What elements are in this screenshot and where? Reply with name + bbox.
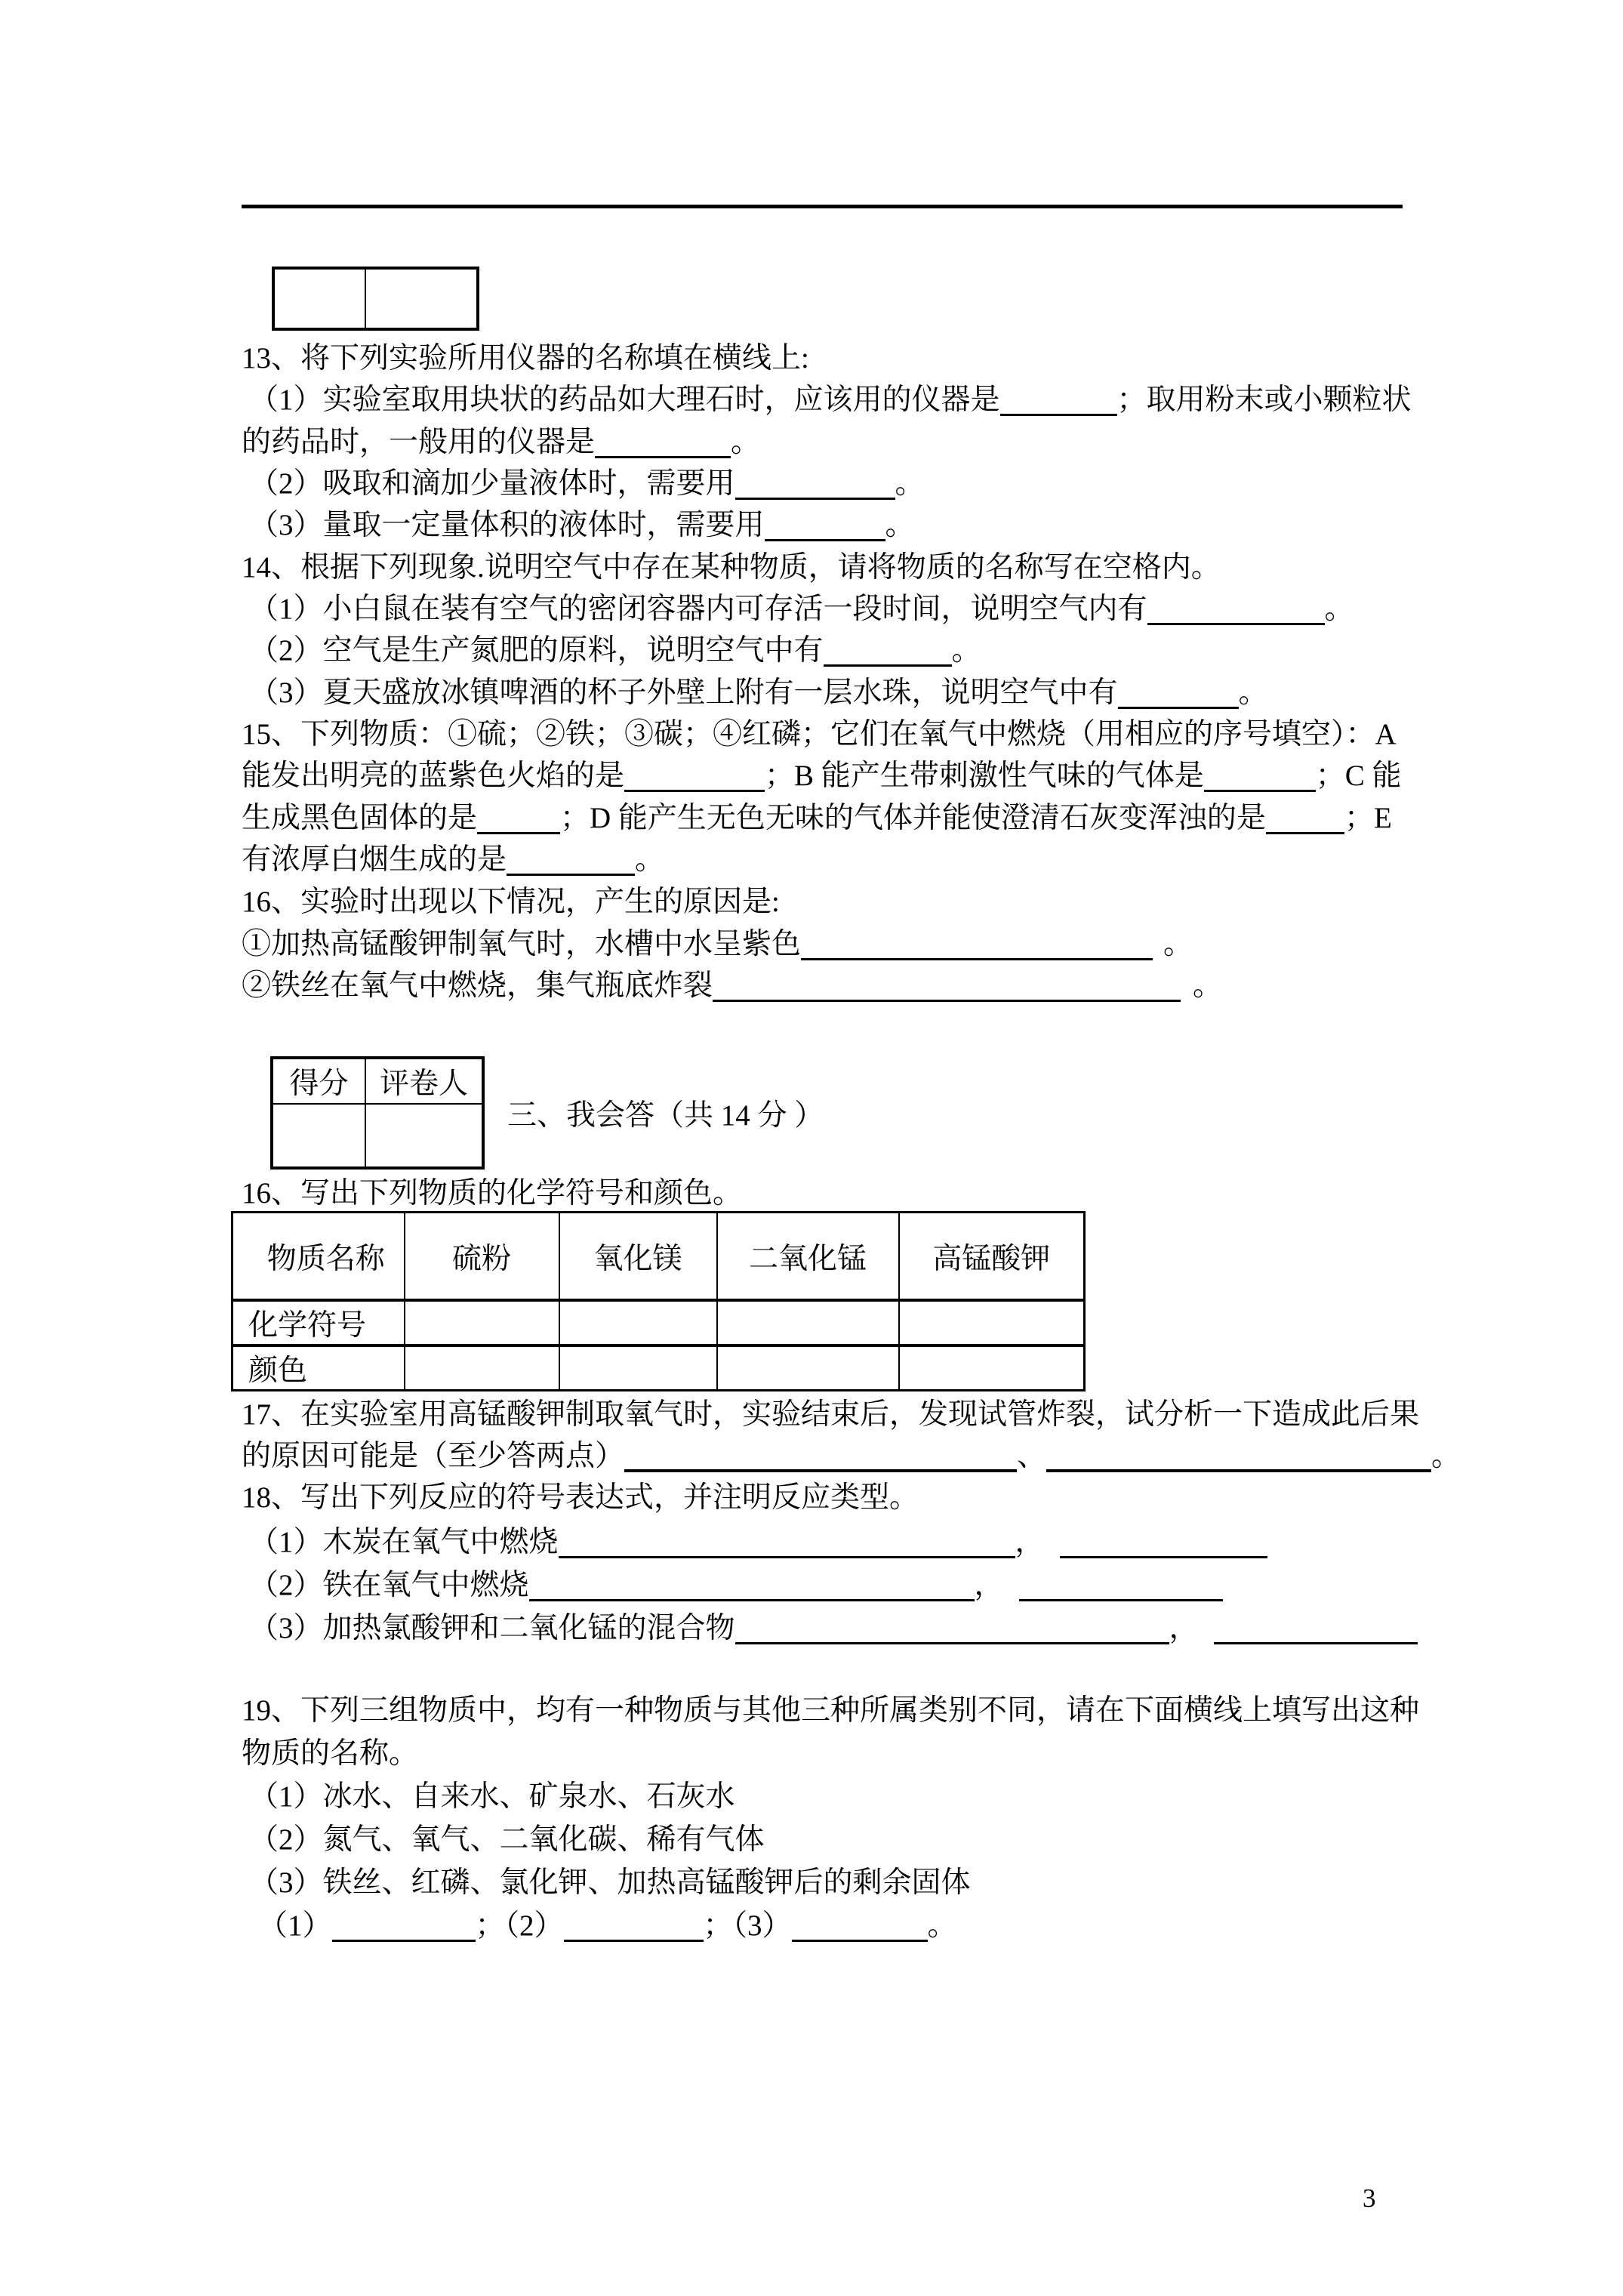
table-header-row [233,1213,1085,1301]
section3-title [507,1095,824,1137]
header-rule [242,205,1403,208]
q19-group-1-text: （1）冰水、自来水、矿泉水、石灰水 [249,1780,735,1813]
q18-item-2-comma: ， [974,1569,1004,1601]
q13-item-3 [249,504,915,547]
answer-blank [559,1554,1015,1558]
q13-title [242,337,809,380]
q19-line-2 [242,1733,418,1775]
table-cell-empty [405,1345,559,1391]
q19-line-2-text: 物质的名称。 [242,1737,419,1770]
table-row-chemical-symbol [233,1300,1085,1345]
score-cell-empty [272,1104,365,1168]
q16a-item-2-end: 。 [1193,969,1223,1002]
col-header-magnesium-oxide: 氧化镁 [559,1213,717,1301]
q19-group-2 [249,1819,765,1861]
q15-line-2 [242,755,1402,797]
q15-line-3-text2: ；D 能产生无色无味的气体并能使澄清石灰变浑浊的是 [560,802,1266,834]
q16b-title [242,1173,742,1215]
answer-blank [1046,1467,1431,1472]
score-box [270,1056,485,1170]
q16b-title-text: 16、写出下列物质的化学符号和颜色。 [242,1177,743,1210]
q19-answer-2-label: ；（2） [475,1909,564,1942]
q15-line-4-end: 。 [635,843,665,876]
q18-item-1 [249,1521,1267,1564]
q19-line-1 [242,1690,1419,1732]
q14-item-3 [249,672,1268,714]
q19-group-3-text: （3）铁丝、红磷、氯化钾、加热高锰酸钾后的剩余固体 [249,1866,971,1899]
table-row [272,1058,483,1104]
col-header-sulfur: 硫粉 [405,1213,559,1301]
q15-line-3-text3: ；E [1344,802,1392,834]
col-header-manganese-dioxide: 二氧化锰 [717,1213,899,1301]
answer-blank [765,537,885,541]
q16a-item-1-end: 。 [1163,928,1193,960]
q19-answer-1-label: （1） [258,1909,332,1942]
page-number: 3 [1363,2184,1376,2213]
q15-line-3 [242,797,1392,840]
q16a-title-text: 16、实验时出现以下情况，产生的原因是: [242,886,780,918]
q17-line-2-separator: 、 [1017,1440,1047,1472]
answer-blank [1000,411,1117,416]
q18-item-3 [249,1607,1418,1650]
answer-blank [624,1467,1017,1472]
q18-item-1-comma: ， [1015,1526,1045,1558]
q18-item-2-text: （2）铁在氧气中燃烧 [249,1569,529,1601]
answer-blank [1060,1554,1267,1558]
q13-title-text: 13、将下列实验所用仪器的名称填在横线上: [242,342,809,374]
answer-blank [792,1937,928,1942]
table-cell-empty [405,1300,559,1345]
q18-item-3-text: （3）加热氯酸钾和二氧化锰的混合物 [249,1612,735,1644]
q19-answers [258,1905,957,1947]
q14-item-2 [249,630,981,672]
section3-title-text: 三、我会答（共 14 分 ） [507,1099,824,1132]
col-header-substance-name: 物质名称 [233,1213,405,1301]
table-cell-empty [559,1345,717,1391]
answer-blank [1147,621,1325,625]
col-header-potassium-permanganate: 高锰酸钾 [899,1213,1085,1301]
answer-blank [564,1937,704,1942]
q15-line-3-text: 生成黑色固体的是 [242,802,478,834]
table-row [272,1104,483,1168]
q13-item-1-cont-text: 的药品时，一般用的仪器是 [242,426,596,458]
q18-title-text: 18、写出下列反应的符号表达式，并注明反应类型。 [242,1481,919,1514]
q14-item-3-end: 。 [1238,676,1268,709]
q19-group-1 [249,1776,735,1818]
answer-blank [1266,830,1344,834]
q13-item-3-text: （3）量取一定量体积的液体时，需要用 [249,509,765,541]
table-cell-empty [899,1345,1085,1391]
q15-line-2-text: 能发出明亮的蓝紫色火焰的是 [242,760,625,792]
q19-line-1-text: 19、下列三组物质中，均有一种物质与其他三种所属类别不同，请在下面横线上填写出这种 [242,1694,1420,1727]
answer-blank [477,830,560,834]
q19-answers-end: 。 [927,1909,957,1942]
table-cell-empty [717,1345,899,1391]
q16a-item-1-text: ①加热高锰酸钾制氧气时，水槽中水呈紫色 [242,928,802,960]
q13-item-2-text: （2）吸取和滴加少量液体时，需要用 [249,467,735,500]
q15-line-1-text: 15、下列物质：①硫；②铁；③碳；④红磷；它们在氧气中燃烧（用相应的序号填空）：A [242,718,1397,750]
score-label: 得分 [272,1058,365,1104]
q19-group-3 [249,1862,971,1904]
row-label-chemical-symbol: 化学符号 [233,1300,405,1345]
score-box-empty-cell [273,268,365,329]
table-cell-empty [717,1300,899,1345]
answer-blank [801,956,1153,960]
answer-blank [735,1640,1169,1644]
table-cell-empty [899,1300,1085,1345]
q14-item-1-text: （1）小白鼠在装有空气的密闭容器内可存活一段时间，说明空气内有 [249,593,1147,625]
row-label-color: 颜色 [233,1345,405,1391]
answer-blank [529,1597,975,1601]
q13-item-1-text: （1）实验室取用块状的药品如大理石时，应该用的仪器是 [249,384,1000,416]
q16a-item-2-text: ②铁丝在氧气中燃烧，集气瓶底炸裂 [242,969,713,1002]
q13-item-1-cont-end: 。 [731,426,761,458]
q18-title [242,1477,919,1519]
q15-line-4 [242,839,664,881]
q17-line-2-text: 的原因可能是（至少答两点） [242,1440,625,1472]
grader-label: 评卷人 [365,1058,483,1104]
answer-blank [1019,1597,1223,1601]
q13-item-1 [249,379,1412,421]
q17-line-1-text: 17、在实验室用高锰酸钾制取氧气时，实验结束后，发现试管炸裂，试分析一下造成此后果 [242,1398,1420,1431]
score-box-empty-cell [365,268,478,329]
q13-item-2 [249,463,925,505]
q14-title-text: 14、根据下列现象.说明空气中存在某种物质，请将物质的名称写在空格内。 [242,551,1221,584]
answer-blank [624,787,765,792]
q14-title [242,547,1221,589]
q14-item-2-end: 。 [951,634,981,667]
answer-blank [1118,704,1239,709]
table-row [273,268,478,329]
q14-item-1 [249,588,1354,630]
answer-blank [1214,1640,1418,1644]
q13-item-3-end: 。 [885,509,915,541]
answer-blank [507,871,635,876]
answer-blank [1204,787,1316,792]
q14-item-3-text: （3）夏天盛放冰镇啤酒的杯子外壁上附有一层水珠，说明空气中有 [249,676,1118,709]
q17-line-1 [242,1394,1419,1436]
q16a-item-1 [242,923,1193,966]
score-box-empty [272,267,479,331]
answer-blank [595,454,731,458]
q14-item-1-end: 。 [1324,593,1354,625]
table-cell-empty [559,1300,717,1345]
q14-item-2-text: （2）空气是生产氮肥的原料，说明空气中有 [249,634,824,667]
q16-substance-table [231,1211,1086,1391]
q13-item-2-end: 。 [895,467,925,500]
q13-item-1-text2: ；取用粉末或小颗粒状 [1116,384,1412,416]
answer-blank [332,1937,476,1942]
q17-line-2 [242,1435,1461,1478]
q15-line-4-text: 有浓厚白烟生成的是 [242,843,507,876]
q15-line-1 [242,713,1397,756]
answer-blank [735,495,895,500]
q16a-item-2 [242,965,1222,1007]
grader-cell-empty [365,1104,483,1168]
q15-line-2-text2: ；B 能产生带刺激性气味的气体是 [765,760,1204,792]
q13-item-1-cont [242,421,760,464]
table-row-color [233,1345,1085,1391]
q19-answer-3-label: ；（3） [703,1909,792,1942]
q16a-title [242,881,780,923]
answer-blank [713,997,1181,1002]
q15-line-2-text3: ；C 能 [1315,760,1402,792]
q18-item-2 [249,1564,1223,1607]
q18-item-1-text: （1）木炭在氧气中燃烧 [249,1526,559,1558]
q18-item-3-comma: ， [1169,1612,1199,1644]
q17-line-2-end: 。 [1431,1440,1461,1472]
q19-group-2-text: （2）氮气、氧气、二氧化碳、稀有气体 [249,1823,765,1856]
answer-blank [824,662,952,667]
